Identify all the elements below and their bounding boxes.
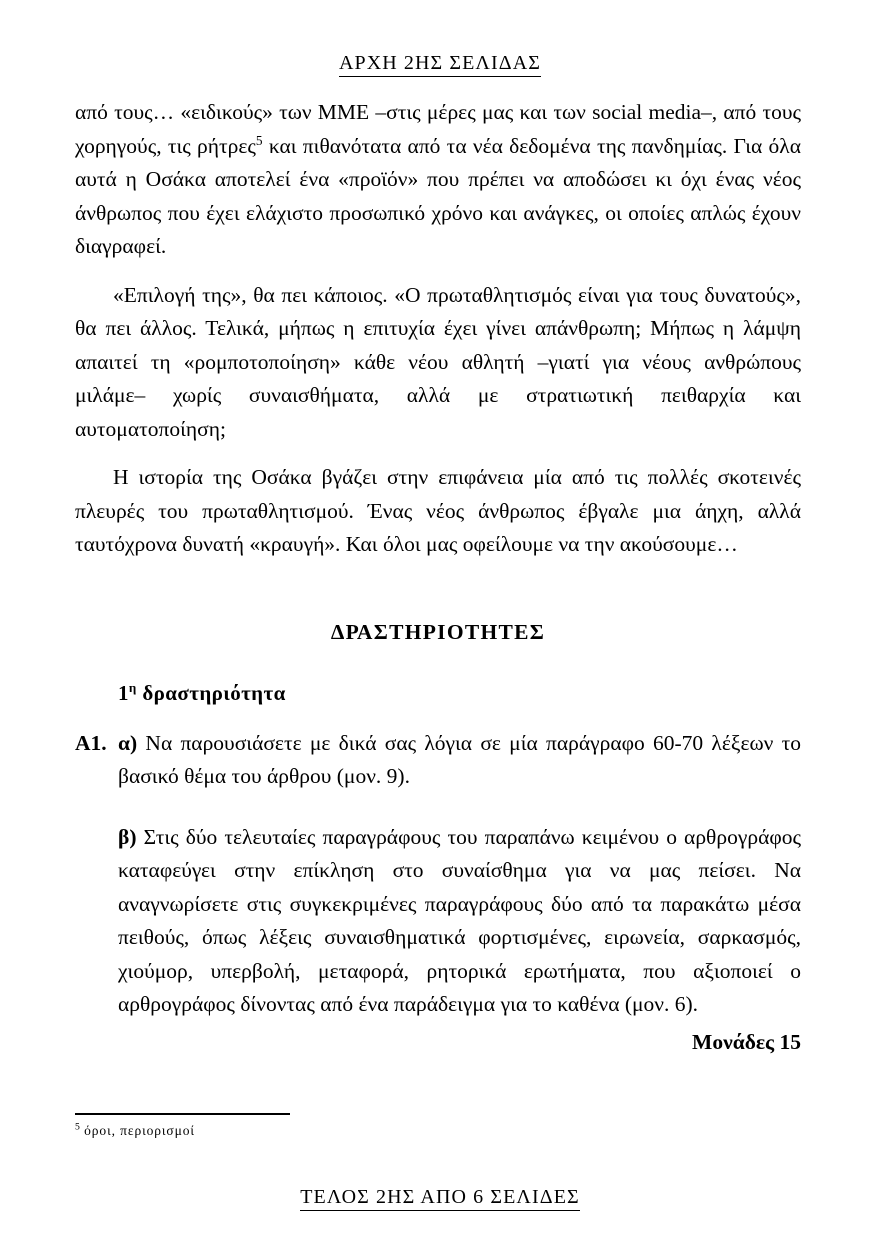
page-footer-text: ΤΕΛΟΣ 2ΗΣ ΑΠΟ 6 ΣΕΛΙΔΕΣ (300, 1186, 580, 1211)
paragraph-3: Η ιστορία της Οσάκα βγάζει στην επιφάνεια μία από τις πολλές σκοτεινές πλευρές του πρωταθλητισμού. Ένας νέος άνθρωπος έβγαλε μια άηχη, αλλά ταυτόχρονα δυνατή «κραυγή». Και όλοι μας οφείλουμε να την ακούσουμε… (75, 465, 801, 556)
paragraph-2: «Επιλογή της», θα πει κάποιος. «Ο πρωταθλητισμός είναι για τους δυνατούς», θα πει άλλος. Τελικά, μήπως η επιτυχία έχει γίνει απάνθρωπη; Μήπως η λάμψη απαιτεί τη «ρομποτοποίηση» κάθε νέου αθλητή –γιατί για νέους ανθρώπους μιλάμε– χωρίς συναισθήματα, αλλά με στρατιωτική πειθαρχία και αυτοματοποίηση; (75, 282, 801, 441)
page-footer (0, 1186, 880, 1211)
question-a1-sub-b-label: β) (118, 824, 137, 849)
question-a1-marks: Μονάδες 15 (692, 1029, 801, 1054)
activity-number-ordinal-suffix: η (128, 679, 137, 695)
footnote-separator-rule (75, 1113, 290, 1115)
page-header-text: ΑΡΧΗ 2ΗΣ ΣΕΛΙΔΑΣ (339, 52, 541, 77)
footnote-area (75, 1113, 801, 1139)
paragraph-1-text-part-a: από τους… «ειδικούς» των ΜΜΕ –στις μέρες μας και των social media–, από τους χορηγούς, τις ρήτρες (75, 100, 801, 158)
activity-title (118, 681, 801, 706)
question-a1-sub-b-text: Στις δύο τελευταίες παραγράφους του παραπάνω κειμένου ο αρθρογράφος καταφεύγει στην επίκληση στο συναίσθημα για να μας πείσει. Να αναγνωρίσετε στις συγκεκριμένες παραγράφους δύο από τα παρακάτω μέσα πειθούς, όπως λέξεις συναισθηματικά φορτισμένες, ειρωνεία, σαρκασμός, χιούμορ, υπερβολή, μεταφορά, ρητορικά ερωτήματα, που αξιοποιεί ο αρθρογράφος δίνοντας από ένα παράδειγμα για το καθένα (μον. 6). (118, 824, 801, 1016)
question-a1-label: Α1. (75, 730, 107, 755)
activities-section-heading: ΔΡΑΣΤΗΡΙΟΤΗΤΕΣ (330, 619, 546, 644)
footnote-marker-5: 5 (75, 1121, 80, 1133)
question-a1-sub-b (118, 821, 801, 1022)
document-body (75, 96, 801, 1059)
question-a1-body (118, 727, 801, 1060)
footnote-text-5: όροι, περιορισμοί (79, 1123, 195, 1138)
footnote-entry-5 (75, 1123, 801, 1139)
paragraph-1 (75, 96, 801, 264)
footnote-reference-5: 5 (255, 132, 263, 148)
paragraph-1-text-part-b: και πιθανότατα από τα νέα δεδομένα της πανδημίας. Για όλα αυτά η Οσάκα αποτελεί ένα «προϊόν» που πρέπει να αποδώσει κι όχι ένας νέος άνθρωπος που έχει ελάχιστο προσωπικό χρόνο και ανάγκες, οι οποίες απλώς έχουν διαγραφεί. (75, 133, 801, 258)
activity-title-label: δραστηριότητα (136, 680, 286, 705)
question-a1-sub-a-text: Να παρουσιάσετε με δικά σας λόγια σε μία παράγραφο 60-70 λέξεων το βασικό θέμα του άρθρου (μον. 9). (118, 730, 801, 788)
question-a1-sub-a (118, 727, 801, 794)
activity-number: 1 (118, 680, 129, 705)
question-a1 (75, 727, 801, 1060)
page-header (0, 52, 880, 77)
question-a1-sub-a-label: α) (118, 730, 138, 755)
